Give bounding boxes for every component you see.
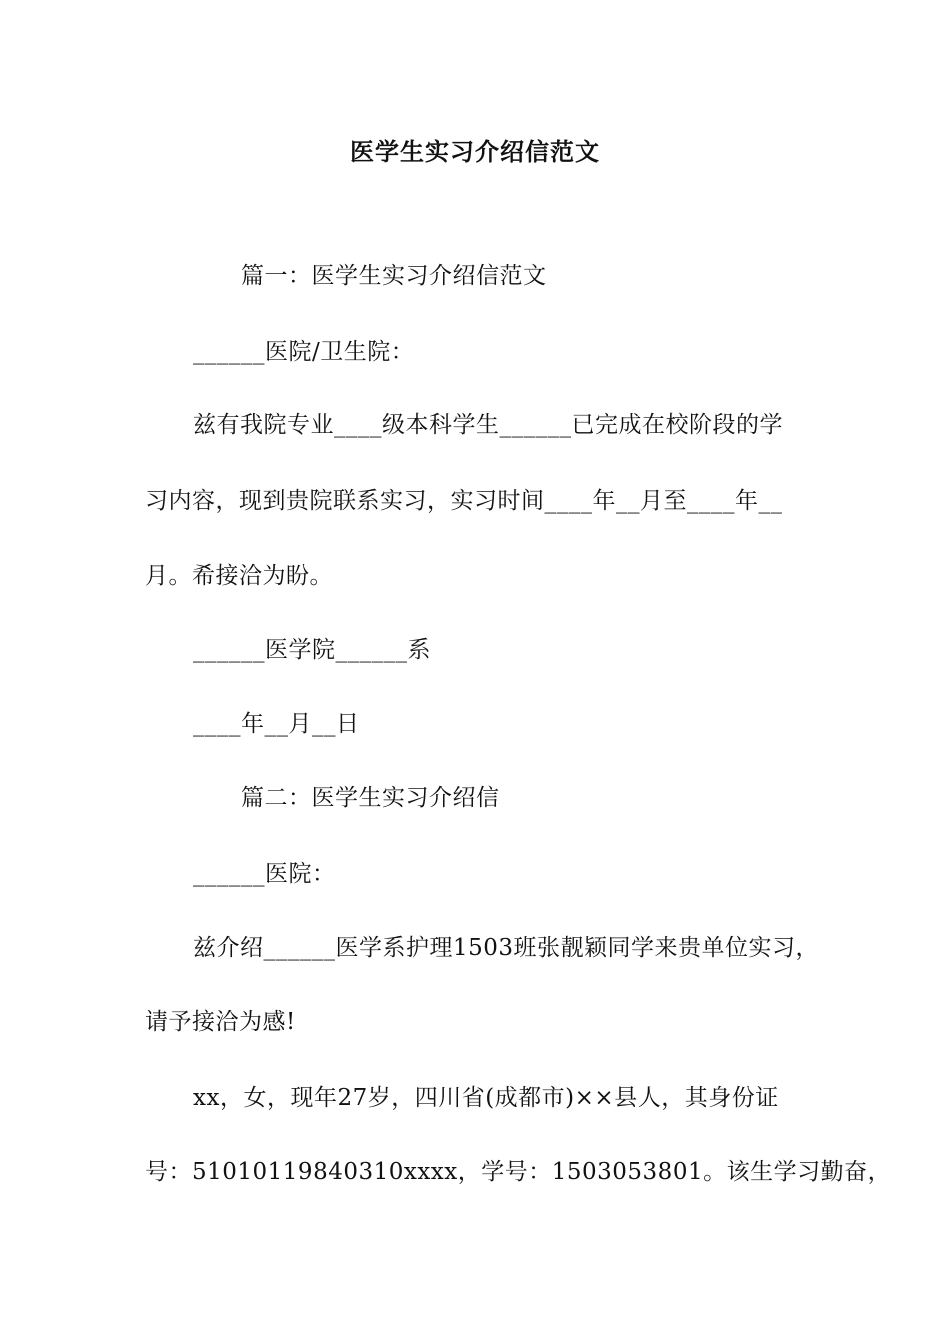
body-line: 习内容，现到贵院联系实习，实习时间____年__月至____年__ [145,488,783,514]
section-heading-1: 篇一：医学生实习介绍信范文 [241,263,547,289]
body-line: 兹介绍______医学系护理1503班张靓颖同学来贵单位实习， [193,935,820,961]
salutation-1: ______医院/卫生院： [193,339,415,365]
body-line: 兹有我院专业____级本科学生______已完成在校阶段的学 [193,412,783,438]
signature-date: ____年__月__日 [193,711,360,737]
salutation-2: ______医院： [193,861,336,887]
body-line: 号：51010119840310xxxx，学号：1503053801。该生学习勤奋， [145,1159,892,1185]
body-line: xx，女，现年27岁，四川省(成都市)××县人，其身份证 [193,1085,779,1111]
body-line: 请予接洽为感! [145,1009,296,1035]
section-heading-2: 篇二：医学生实习介绍信 [241,785,500,811]
document-title: 医学生实习介绍信范文 [350,137,600,166]
body-line: 月。希接洽为盼。 [145,563,333,589]
signature-school: ______医学院______系 [193,637,431,663]
